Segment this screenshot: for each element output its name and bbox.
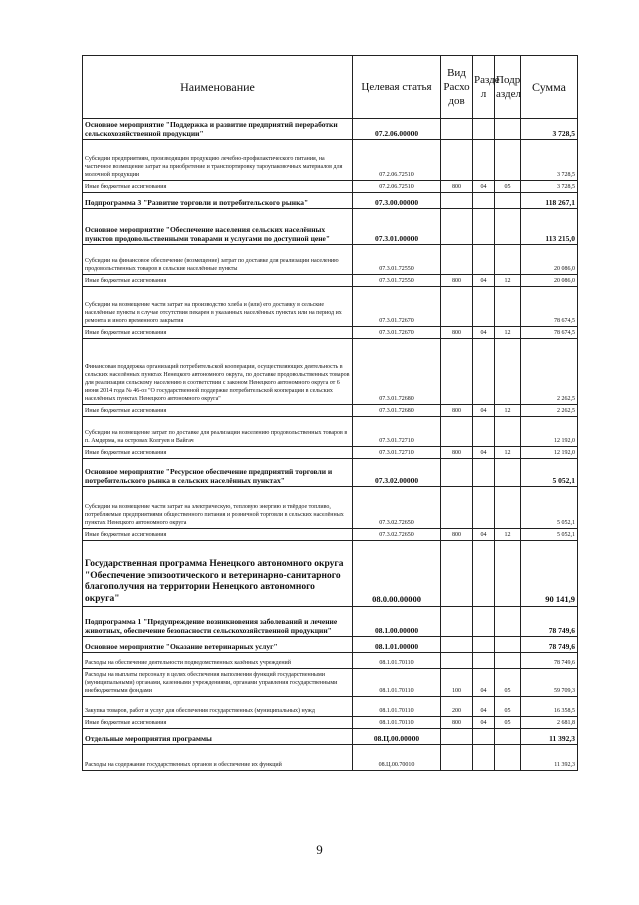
cell-subsection: 12 bbox=[495, 327, 521, 339]
cell-section: 04 bbox=[473, 327, 495, 339]
cell-subsection: 12 bbox=[495, 275, 521, 287]
cell-target-article: 07.3.01.72710 bbox=[353, 417, 441, 447]
cell-subsection: 05 bbox=[495, 181, 521, 193]
cell-expense-type: 200 bbox=[441, 697, 473, 717]
cell-subsection: 12 bbox=[495, 529, 521, 541]
cell-section: 04 bbox=[473, 447, 495, 459]
cell-expense-type bbox=[441, 637, 473, 653]
cell-subsection: 05 bbox=[495, 717, 521, 729]
cell-expense-type bbox=[441, 417, 473, 447]
cell-expense-type: 800 bbox=[441, 181, 473, 193]
cell-subsection: 12 bbox=[495, 447, 521, 459]
cell-expense-type bbox=[441, 119, 473, 140]
table-row bbox=[83, 287, 578, 327]
cell-target-article: 08.0.00.00000 bbox=[353, 541, 441, 607]
cell-section bbox=[473, 459, 495, 487]
header-expense-type: Вид Расхо дов bbox=[441, 56, 473, 119]
table-row bbox=[83, 717, 578, 729]
table-row bbox=[83, 181, 578, 193]
cell-subsection bbox=[495, 653, 521, 669]
table-row bbox=[83, 193, 578, 209]
cell-subsection: 05 bbox=[495, 669, 521, 697]
cell-sum: 59 709,3 bbox=[521, 669, 578, 697]
cell-section bbox=[473, 119, 495, 140]
cell-target-article: 08.1.01.00000 bbox=[353, 637, 441, 653]
cell-expense-type bbox=[441, 193, 473, 209]
cell-sum: 113 215,0 bbox=[521, 209, 578, 245]
cell-target-article: 07.2.06.72510 bbox=[353, 181, 441, 193]
cell-name: Основное мероприятие "Ресурсное обеспечение предприятий торговли и потребительского рынка в сельских населённых пунктах" bbox=[83, 459, 353, 487]
cell-target-article: 07.3.01.00000 bbox=[353, 209, 441, 245]
cell-name: Субсидии на возмещение части затрат на электрическую, тепловую энергию и твёрдое топливо, потребляемые предприятиями общественного питания и розничной торговли в сельских населённых пунктах Ненецкого автономного округа bbox=[83, 487, 353, 529]
table-row bbox=[83, 275, 578, 287]
cell-target-article: 07.3.02.72650 bbox=[353, 529, 441, 541]
cell-sum: 90 141,9 bbox=[521, 541, 578, 607]
table-row bbox=[83, 119, 578, 140]
cell-subsection bbox=[495, 193, 521, 209]
cell-subsection bbox=[495, 245, 521, 275]
cell-expense-type: 800 bbox=[441, 405, 473, 417]
table-row bbox=[83, 607, 578, 637]
cell-target-article: 07.3.01.72680 bbox=[353, 339, 441, 405]
cell-section: 04 bbox=[473, 697, 495, 717]
cell-sum: 3 728,5 bbox=[521, 119, 578, 140]
table-row bbox=[83, 697, 578, 717]
cell-expense-type bbox=[441, 287, 473, 327]
table-row bbox=[83, 339, 578, 405]
cell-target-article: 07.3.00.00000 bbox=[353, 193, 441, 209]
cell-expense-type: 800 bbox=[441, 447, 473, 459]
cell-sum: 2 681,8 bbox=[521, 717, 578, 729]
cell-name: Расходы на обеспечение деятельности подведомственных казённых учреждений bbox=[83, 653, 353, 669]
cell-target-article: 07.2.06.72510 bbox=[353, 140, 441, 181]
cell-sum: 5 052,1 bbox=[521, 459, 578, 487]
cell-name: Иные бюджетные ассигнования bbox=[83, 327, 353, 339]
cell-target-article: 08.1.00.00000 bbox=[353, 607, 441, 637]
cell-target-article: 07.3.01.72550 bbox=[353, 245, 441, 275]
cell-sum: 5 052,1 bbox=[521, 529, 578, 541]
cell-subsection: 05 bbox=[495, 697, 521, 717]
page-number: 9 bbox=[316, 842, 323, 857]
cell-name: Иные бюджетные ассигнования bbox=[83, 405, 353, 417]
budget-table bbox=[82, 55, 578, 771]
cell-expense-type bbox=[441, 487, 473, 529]
cell-expense-type: 100 bbox=[441, 669, 473, 697]
cell-target-article: 07.3.02.00000 bbox=[353, 459, 441, 487]
cell-sum: 78 749,6 bbox=[521, 637, 578, 653]
cell-target-article: 08.1.01.70110 bbox=[353, 717, 441, 729]
cell-sum: 11 392,3 bbox=[521, 729, 578, 745]
cell-subsection bbox=[495, 417, 521, 447]
cell-subsection bbox=[495, 209, 521, 245]
cell-name: Иные бюджетные ассигнования bbox=[83, 529, 353, 541]
cell-section: 04 bbox=[473, 669, 495, 697]
cell-sum: 16 358,5 bbox=[521, 697, 578, 717]
cell-section: 04 bbox=[473, 405, 495, 417]
cell-section bbox=[473, 339, 495, 405]
cell-sum: 3 728,5 bbox=[521, 140, 578, 181]
cell-expense-type bbox=[441, 653, 473, 669]
cell-expense-type bbox=[441, 140, 473, 181]
table-row bbox=[83, 529, 578, 541]
cell-expense-type bbox=[441, 209, 473, 245]
cell-name: Государственная программа Ненецкого автономного округа "Обеспечение эпизоотического и ветеринарно-санитарного благополучия на территории Ненецкого автономного округа" bbox=[83, 541, 353, 607]
cell-section bbox=[473, 487, 495, 529]
cell-sum: 2 262,5 bbox=[521, 405, 578, 417]
cell-name: Субсидии на финансовое обеспечение (возмещение) затрат по доставке для реализации населению продовольственных товаров в сельские населённые пункты bbox=[83, 245, 353, 275]
cell-sum: 20 086,0 bbox=[521, 245, 578, 275]
table-row bbox=[83, 653, 578, 669]
table-row bbox=[83, 541, 578, 607]
cell-subsection bbox=[495, 487, 521, 529]
cell-sum: 12 192,0 bbox=[521, 447, 578, 459]
cell-section bbox=[473, 287, 495, 327]
cell-subsection bbox=[495, 745, 521, 771]
table-row bbox=[83, 417, 578, 447]
cell-section bbox=[473, 637, 495, 653]
table-row bbox=[83, 140, 578, 181]
cell-expense-type bbox=[441, 607, 473, 637]
table-row bbox=[83, 327, 578, 339]
cell-name: Подпрограмма 1 "Предупреждение возникновения заболеваний и лечение животных, обеспечение безопасности сельскохозяйственной продукции" bbox=[83, 607, 353, 637]
cell-section bbox=[473, 729, 495, 745]
cell-name: Расходы на выплаты персоналу в целях обеспечения выполнения функций государственными (муниципальными) органами, казенными учреждениями, органами управления государственными внебюджетными фондами bbox=[83, 669, 353, 697]
table-row bbox=[83, 637, 578, 653]
cell-sum: 78 674,5 bbox=[521, 287, 578, 327]
cell-section bbox=[473, 653, 495, 669]
cell-target-article: 07.3.01.72710 bbox=[353, 447, 441, 459]
cell-target-article: 08.Ц.00.70010 bbox=[353, 745, 441, 771]
cell-name: Субсидии предприятиям, производящим продукцию лечебно-профилактического питания, на частичное возмещение затрат на приобретение и транспортировку тароупаковочных материалов для молочной продукции bbox=[83, 140, 353, 181]
cell-name: Подпрограмма 3 "Развитие торговли и потребительского рынка" bbox=[83, 193, 353, 209]
cell-sum: 78 674,5 bbox=[521, 327, 578, 339]
cell-subsection bbox=[495, 607, 521, 637]
table-row bbox=[83, 669, 578, 697]
table-row bbox=[83, 209, 578, 245]
table-row bbox=[83, 459, 578, 487]
cell-subsection bbox=[495, 119, 521, 140]
cell-name: Основное мероприятие "Поддержка и развитие предприятий переработки сельскохозяйственной продукции" bbox=[83, 119, 353, 140]
cell-name: Основное мероприятие "Оказание ветеринарных услуг" bbox=[83, 637, 353, 653]
cell-subsection bbox=[495, 729, 521, 745]
cell-expense-type: 800 bbox=[441, 275, 473, 287]
cell-section bbox=[473, 745, 495, 771]
cell-subsection bbox=[495, 339, 521, 405]
cell-section bbox=[473, 193, 495, 209]
cell-expense-type: 800 bbox=[441, 529, 473, 541]
cell-sum: 20 086,0 bbox=[521, 275, 578, 287]
cell-name: Отдельные мероприятия программы bbox=[83, 729, 353, 745]
cell-name: Основное мероприятие "Обеспечение населения сельских населённых пунктов продовольственными товарами и услугами по доступной цене" bbox=[83, 209, 353, 245]
cell-name: Финансовая поддержка организаций потребительской кооперации, осуществляющих деятельность в сельских населённых пунктах Ненецкого автономного округа, по доставке продовольственных товаров для реализации сельскому населению в соответствии с законом Ненецкого автономного округа от 6 июня 2014 года № 46-оз "О государственной поддержке потребительской кооперации в сельских населённых пунктах Ненецкого автономного округа" bbox=[83, 339, 353, 405]
cell-section: 04 bbox=[473, 717, 495, 729]
cell-target-article: 07.3.01.72670 bbox=[353, 287, 441, 327]
cell-target-article: 07.3.02.72650 bbox=[353, 487, 441, 529]
cell-section bbox=[473, 541, 495, 607]
header-name: Наименование bbox=[83, 56, 353, 119]
cell-subsection: 12 bbox=[495, 405, 521, 417]
cell-name: Расходы на содержание государственных органов и обеспечение их функций bbox=[83, 745, 353, 771]
cell-expense-type: 800 bbox=[441, 717, 473, 729]
cell-section: 04 bbox=[473, 529, 495, 541]
table-row bbox=[83, 729, 578, 745]
cell-target-article: 07.2.06.00000 bbox=[353, 119, 441, 140]
cell-subsection bbox=[495, 287, 521, 327]
cell-section bbox=[473, 209, 495, 245]
cell-target-article: 07.3.01.72550 bbox=[353, 275, 441, 287]
cell-sum: 12 192,0 bbox=[521, 417, 578, 447]
cell-section bbox=[473, 417, 495, 447]
cell-section bbox=[473, 245, 495, 275]
cell-subsection bbox=[495, 459, 521, 487]
cell-target-article: 08.1.01.70110 bbox=[353, 669, 441, 697]
header-sum: Сумма bbox=[521, 56, 578, 119]
cell-expense-type bbox=[441, 459, 473, 487]
header-section: Разде л bbox=[473, 56, 495, 119]
cell-sum: 11 392,3 bbox=[521, 745, 578, 771]
header-subsection: Подр аздел bbox=[495, 56, 521, 119]
cell-subsection bbox=[495, 637, 521, 653]
cell-name: Иные бюджетные ассигнования bbox=[83, 275, 353, 287]
cell-name: Иные бюджетные ассигнования bbox=[83, 181, 353, 193]
table-row bbox=[83, 487, 578, 529]
table-row bbox=[83, 405, 578, 417]
cell-name: Иные бюджетные ассигнования bbox=[83, 717, 353, 729]
header-target-article: Целевая статья bbox=[353, 56, 441, 119]
table-header-row bbox=[83, 56, 578, 119]
cell-expense-type bbox=[441, 541, 473, 607]
cell-name: Иные бюджетные ассигнования bbox=[83, 447, 353, 459]
cell-expense-type bbox=[441, 339, 473, 405]
cell-target-article: 07.3.01.72670 bbox=[353, 327, 441, 339]
cell-sum: 3 728,5 bbox=[521, 181, 578, 193]
cell-section bbox=[473, 140, 495, 181]
table-body bbox=[83, 119, 578, 771]
cell-sum: 2 262,5 bbox=[521, 339, 578, 405]
cell-name: Субсидии на возмещение части затрат на производство хлеба и (или) его доставку в сельские населённые пункты в случае отсутствия пекарен в указанных населённых пунктах или на период их ремонта и иного временного закрытия bbox=[83, 287, 353, 327]
cell-target-article: 08.Ц.00.00000 bbox=[353, 729, 441, 745]
cell-section: 04 bbox=[473, 181, 495, 193]
cell-name: Закупка товаров, работ и услуг для обеспечения государственных (муниципальных) нужд bbox=[83, 697, 353, 717]
cell-subsection bbox=[495, 541, 521, 607]
cell-section bbox=[473, 607, 495, 637]
cell-name: Субсидии на возмещение затрат по доставке для реализации населению продовольственных товаров в п. Амдерма, на островах Колгуев и Вайгач bbox=[83, 417, 353, 447]
table-row bbox=[83, 447, 578, 459]
cell-target-article: 08.1.01.70110 bbox=[353, 697, 441, 717]
cell-expense-type bbox=[441, 245, 473, 275]
table-row bbox=[83, 245, 578, 275]
cell-sum: 118 267,1 bbox=[521, 193, 578, 209]
cell-sum: 5 052,1 bbox=[521, 487, 578, 529]
table-row bbox=[83, 745, 578, 771]
cell-target-article: 07.3.01.72680 bbox=[353, 405, 441, 417]
cell-expense-type: 800 bbox=[441, 327, 473, 339]
cell-sum: 78 749,6 bbox=[521, 653, 578, 669]
cell-subsection bbox=[495, 140, 521, 181]
cell-section: 04 bbox=[473, 275, 495, 287]
cell-sum: 78 749,6 bbox=[521, 607, 578, 637]
cell-expense-type bbox=[441, 745, 473, 771]
cell-target-article: 08.1.01.70110 bbox=[353, 653, 441, 669]
cell-expense-type bbox=[441, 729, 473, 745]
